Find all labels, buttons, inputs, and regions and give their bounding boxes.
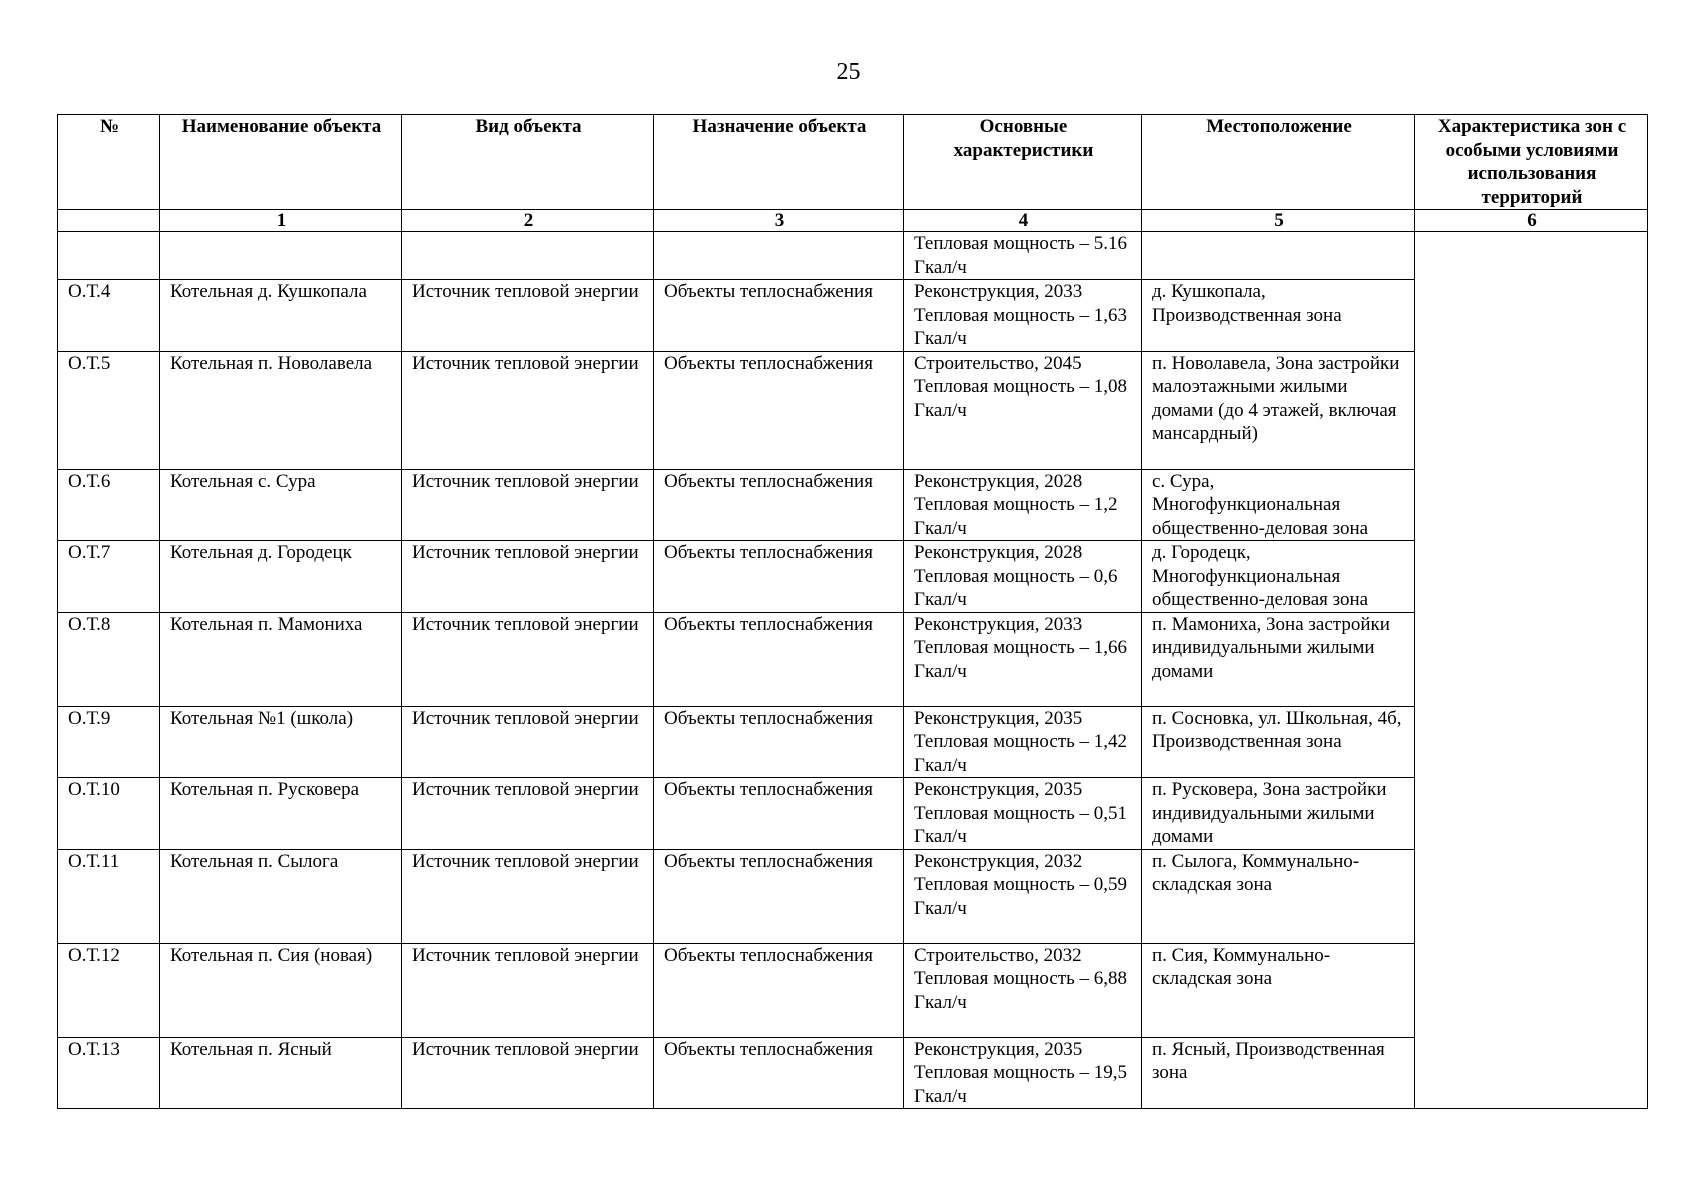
- column-number-row: [58, 210, 1648, 232]
- table-row: [58, 778, 1648, 850]
- table-row: [58, 541, 1648, 613]
- object-name: Котельная п. Ясный: [160, 1037, 402, 1109]
- table-cell: [654, 232, 904, 280]
- object-name: Котельная д. Городецк: [160, 541, 402, 613]
- table-row: [58, 351, 1648, 469]
- object-characteristics: Реконструкция, 2033 Тепловая мощность – 1,63 Гкал/ч: [904, 280, 1142, 352]
- object-characteristics: Реконструкция, 2035 Тепловая мощность – 1,42 Гкал/ч: [904, 706, 1142, 778]
- table-cell: [1142, 232, 1415, 280]
- object-location: п. Новолавела, Зона застройки малоэтажными жилыми домами (до 4 этажей, включая мансардный): [1142, 351, 1415, 469]
- object-location: п. Русковера, Зона застройки индивидуальными жилыми домами: [1142, 778, 1415, 850]
- header-cell: Местоположение: [1142, 115, 1415, 210]
- object-type: Источник тепловой энергии: [402, 541, 654, 613]
- column-number: 5: [1142, 210, 1415, 232]
- table-cell: [160, 232, 402, 280]
- table-row: [58, 469, 1648, 541]
- object-type: Источник тепловой энергии: [402, 849, 654, 943]
- table-row: [58, 1037, 1648, 1109]
- object-id: О.Т.4: [58, 280, 160, 352]
- object-characteristics: Строительство, 2045 Тепловая мощность – 1,08 Гкал/ч: [904, 351, 1142, 469]
- object-id: О.Т.11: [58, 849, 160, 943]
- object-id: О.Т.5: [58, 351, 160, 469]
- object-purpose: Объекты теплоснабжения: [654, 706, 904, 778]
- object-location: п. Сылога, Коммунально-складская зона: [1142, 849, 1415, 943]
- column-number: [58, 210, 160, 232]
- column-number: 3: [654, 210, 904, 232]
- object-location: д. Городецк, Многофункциональная общественно-деловая зона: [1142, 541, 1415, 613]
- object-characteristics: Реконструкция, 2028 Тепловая мощность – 0,6 Гкал/ч: [904, 541, 1142, 613]
- object-characteristics: Реконструкция, 2035 Тепловая мощность – 0,51 Гкал/ч: [904, 778, 1142, 850]
- object-id: О.Т.6: [58, 469, 160, 541]
- object-type: Источник тепловой энергии: [402, 612, 654, 706]
- object-type: Источник тепловой энергии: [402, 351, 654, 469]
- object-location: п. Ясный, Производственная зона: [1142, 1037, 1415, 1109]
- table-cell: [402, 232, 654, 280]
- column-number: 6: [1415, 210, 1648, 232]
- characteristics-cell: Тепловая мощность – 5.16 Гкал/ч: [904, 232, 1142, 280]
- table-row: [58, 280, 1648, 352]
- object-purpose: Объекты теплоснабжения: [654, 943, 904, 1037]
- object-location: с. Сура, Многофункциональная общественно-деловая зона: [1142, 469, 1415, 541]
- object-purpose: Объекты теплоснабжения: [654, 849, 904, 943]
- object-id: О.Т.12: [58, 943, 160, 1037]
- header-cell: №: [58, 115, 160, 210]
- object-characteristics: Реконструкция, 2033 Тепловая мощность – 1,66 Гкал/ч: [904, 612, 1142, 706]
- object-purpose: Объекты теплоснабжения: [654, 778, 904, 850]
- object-purpose: Объекты теплоснабжения: [654, 1037, 904, 1109]
- object-purpose: Объекты теплоснабжения: [654, 280, 904, 352]
- object-location: п. Сосновка, ул. Школьная, 4б, Производственная зона: [1142, 706, 1415, 778]
- object-location: п. Сия, Коммунально-складская зона: [1142, 943, 1415, 1037]
- header-cell: Наименование объекта: [160, 115, 402, 210]
- object-type: Источник тепловой энергии: [402, 280, 654, 352]
- header-cell: Основные характеристики: [904, 115, 1142, 210]
- object-purpose: Объекты теплоснабжения: [654, 612, 904, 706]
- object-purpose: Объекты теплоснабжения: [654, 469, 904, 541]
- column-number: 2: [402, 210, 654, 232]
- object-name: Котельная п. Русковера: [160, 778, 402, 850]
- object-characteristics: Строительство, 2032 Тепловая мощность – 6,88 Гкал/ч: [904, 943, 1142, 1037]
- object-name: Котельная п. Новолавела: [160, 351, 402, 469]
- table-row: [58, 849, 1648, 943]
- object-purpose: Объекты теплоснабжения: [654, 351, 904, 469]
- object-location: п. Мамониха, Зона застройки индивидуальными жилыми домами: [1142, 612, 1415, 706]
- column-number: 4: [904, 210, 1142, 232]
- table-row: [58, 943, 1648, 1037]
- page-number: 25: [836, 59, 861, 85]
- object-purpose: Объекты теплоснабжения: [654, 541, 904, 613]
- column-number: 1: [160, 210, 402, 232]
- object-type: Источник тепловой энергии: [402, 1037, 654, 1109]
- object-type: Источник тепловой энергии: [402, 943, 654, 1037]
- object-id: О.Т.7: [58, 541, 160, 613]
- object-name: Котельная д. Кушкопала: [160, 280, 402, 352]
- object-type: Источник тепловой энергии: [402, 469, 654, 541]
- table-cell: [58, 232, 160, 280]
- header-cell: Характеристика зон с особыми условиями использования территорий: [1415, 115, 1648, 210]
- object-id: О.Т.9: [58, 706, 160, 778]
- object-type: Источник тепловой энергии: [402, 706, 654, 778]
- objects-table: [57, 114, 1648, 1109]
- header-cell: Назначение объекта: [654, 115, 904, 210]
- table-row: [58, 612, 1648, 706]
- object-name: Котельная с. Сура: [160, 469, 402, 541]
- continuation-row: [58, 232, 1648, 280]
- object-name: Котельная п. Мамониха: [160, 612, 402, 706]
- table-row: [58, 706, 1648, 778]
- object-characteristics: Реконструкция, 2028 Тепловая мощность – 1,2 Гкал/ч: [904, 469, 1142, 541]
- object-location: д. Кушкопала, Производственная зона: [1142, 280, 1415, 352]
- object-characteristics: Реконструкция, 2032 Тепловая мощность – 0,59 Гкал/ч: [904, 849, 1142, 943]
- object-name: Котельная п. Сылога: [160, 849, 402, 943]
- object-characteristics: Реконструкция, 2035 Тепловая мощность – 19,5 Гкал/ч: [904, 1037, 1142, 1109]
- object-id: О.Т.13: [58, 1037, 160, 1109]
- header-row: [58, 115, 1648, 210]
- object-name: Котельная п. Сия (новая): [160, 943, 402, 1037]
- header-cell: Вид объекта: [402, 115, 654, 210]
- object-id: О.Т.10: [58, 778, 160, 850]
- zone-characteristics-cell: [1415, 232, 1648, 1109]
- object-name: Котельная №1 (школа): [160, 706, 402, 778]
- object-id: О.Т.8: [58, 612, 160, 706]
- object-type: Источник тепловой энергии: [402, 778, 654, 850]
